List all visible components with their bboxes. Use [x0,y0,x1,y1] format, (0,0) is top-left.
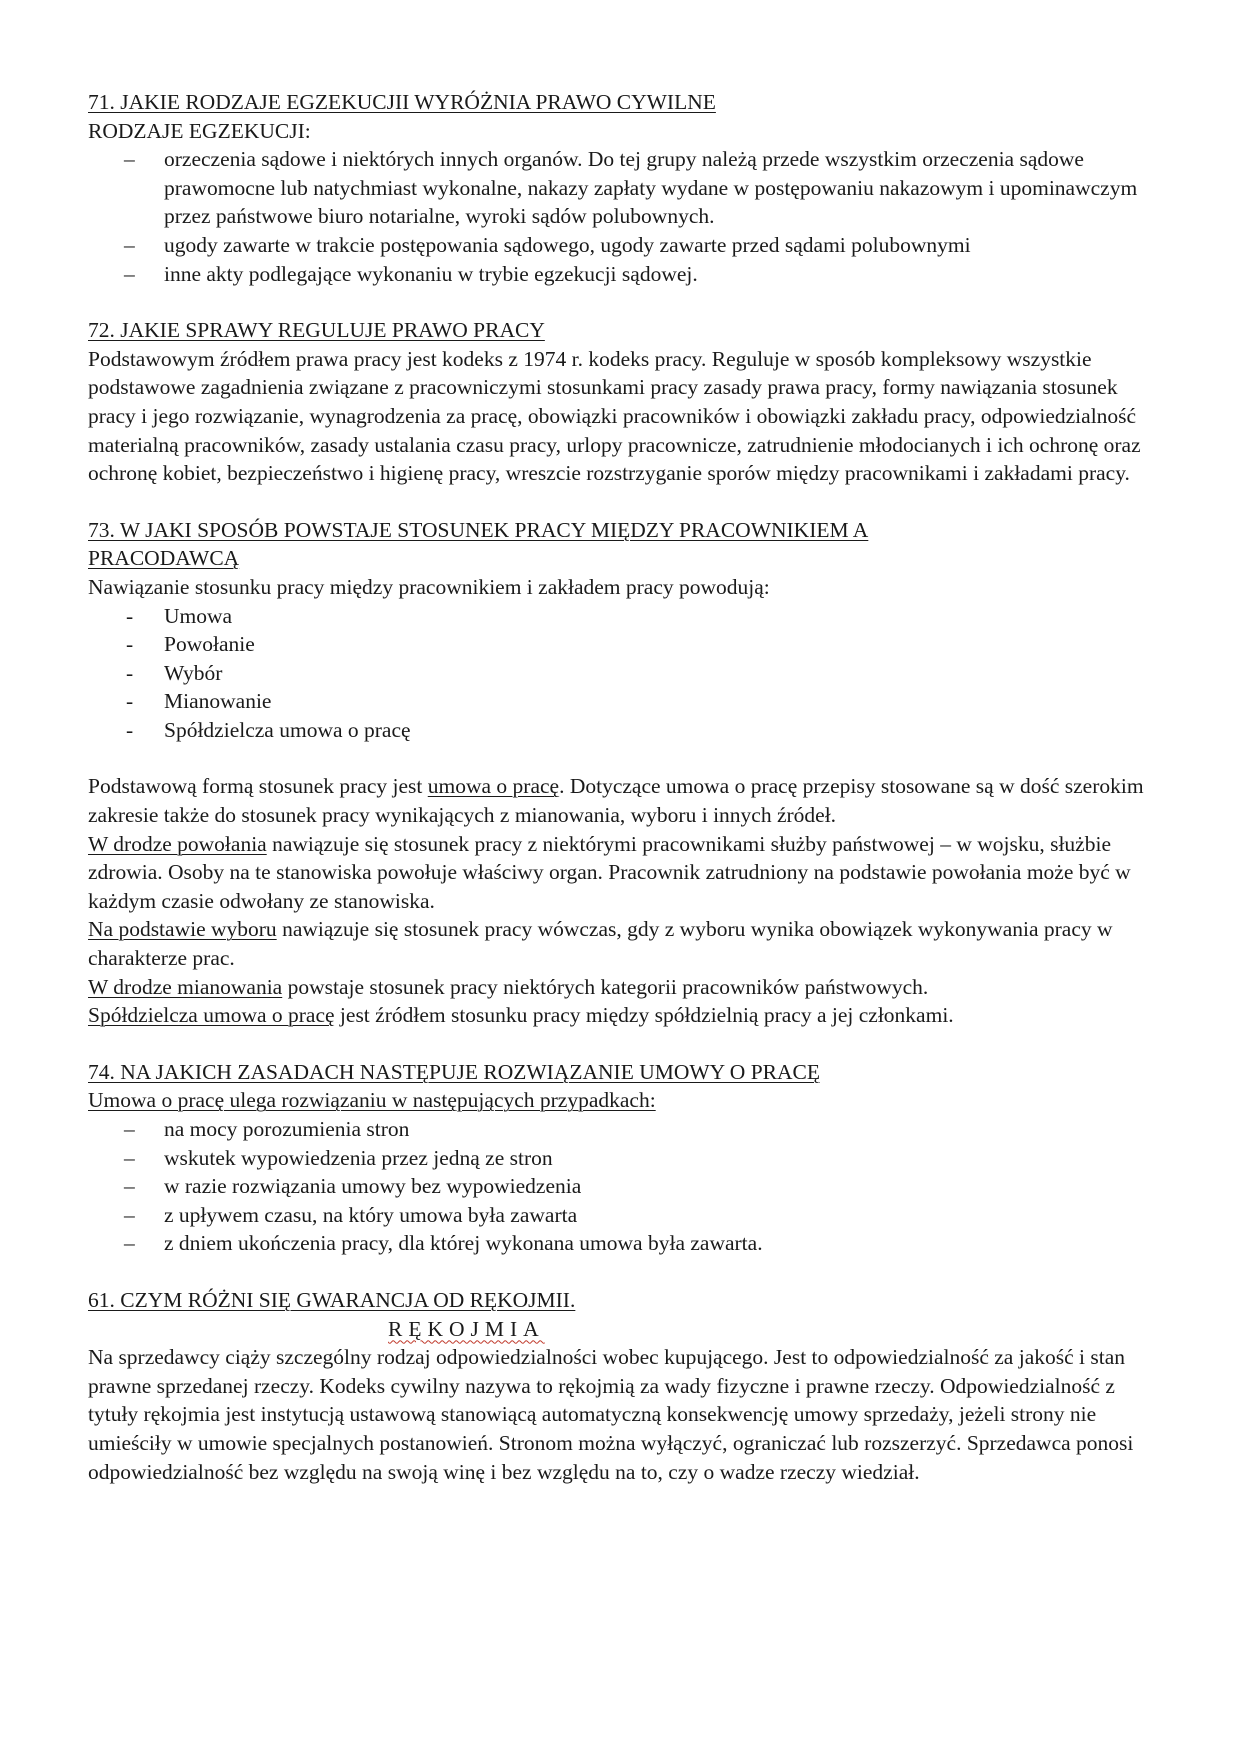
hyphen-bullet: - [126,632,134,657]
list-74 [88,1115,1168,1258]
dash-bullet: – [124,1202,135,1227]
paragraph-wybor: Na podstawie wyboru nawiązuje się stosunek pracy wówczas, gdy z wyboru wynika obowiązek wykonywania pracy w charakterze prac. [88,917,1113,971]
heading-rekojmia: RĘKOJMIA [388,1316,545,1341]
section-72 [88,316,1168,488]
spacer [88,744,1168,772]
paragraph-spoldzielcza: Spółdzielcza umowa o pracę jest źródłem stosunku pracy między spółdzielnią pracy a jej członkami. [88,1003,954,1028]
list-item: - Spółdzielcza umowa o pracę [88,716,1168,745]
hyphen-bullet: - [126,717,134,742]
section-body-72: Podstawowym źródłem prawa pracy jest kodeks z 1974 r. kodeks pracy. Reguluje w sposób kompleksowy wszystkie podstawowe zagadnienia związane z pracowniczymi stosunkami pracy zasady prawa pracy, formy nawiązania stosunek pracy i jego rozwiązanie, wynagrodzenia za pracę, obowiązki pracowników i obowiązki zakładu pracy, odpowiedzialność materialną pracowników, zasady ustalania czasu pracy, urlopy pracownicze, zatrudnienie młodocianych i ich ochronę oraz ochronę kobiet, bezpieczeństwo i higienę pracy, wreszcie rozstrzyganie sporów między pracownikami i zakładami pracy. [88,346,1141,486]
document-page [88,88,1168,1514]
paragraph-umowa: Podstawową formą stosunek pracy jest umowa o pracę. Dotyczące umowa o pracę przepisy stosowane są w dość szerokim zakresie także do stosunek pracy wynikających z mianowania, wyboru i innych źródeł. [88,774,1144,828]
section-subtitle-71: RODZAJE EGZEKUCJI: [88,118,311,143]
question-title-72: 72. JAKIE SPRAWY REGULUJE PRAWO PRACY [88,318,545,343]
hyphen-bullet: - [126,689,134,714]
question-title-71: 71. JAKIE RODZAJE EGZEKUCJII WYRÓŻNIA PRAWO CYWILNE [88,90,716,114]
list-item: – z dniem ukończenia pracy, dla której wykonana umowa była zawarta. [88,1229,1168,1258]
dash-bullet: – [124,1145,135,1170]
list-71 [88,145,1168,288]
section-73 [88,516,1168,1030]
list-item: - Mianowanie [88,687,1168,716]
list-item: – orzeczenia sądowe i niektórych innych organów. Do tej grupy należą przede wszystkim orzeczenia sądowe prawomocne lub natychmiast wykonalne, nakazy zapłaty wydane w postępowaniu nakazowym i upominawczym przez państwowe biuro notarialne, wyroki sądów polubownych. [124,147,1138,229]
dash-bullet: – [124,232,135,257]
paragraph-powolanie: W drodze powołania nawiązuje się stosunek pracy z niektórymi pracownikami służby państwowej – w wojsku, służbie zdrowia. Osoby na te stanowiska powołuje właściwy organ. Pracownik zatrudniony na podstawie powołania może być w każdym czasie odwołany ze stanowiska. [88,831,1131,913]
question-title-74: 74. NA JAKICH ZASADACH NASTĘPUJE ROZWIĄZANIE UMOWY O PRACĘ [88,1059,820,1084]
question-title-73: 73. W JAKI SPOSÓB POWSTAJE STOSUNEK PRACY MIĘDZY PRACOWNIKIEM A PRACODAWCĄ [88,517,869,571]
dash-bullet: – [124,1231,135,1256]
dash-bullet: – [124,261,135,286]
list-item: – wskutek wypowiedzenia przez jedną ze stron [88,1144,1168,1173]
section-intro-73: Nawiązanie stosunku pracy między pracownikiem i zakładem pracy powodują: [88,574,770,599]
list-item: – na mocy porozumienia stron [88,1115,1168,1144]
question-title-61: 61. CZYM RÓŻNI SIĘ GWARANCJA OD RĘKOJMII. [88,1287,576,1312]
hyphen-bullet: - [126,660,134,685]
list-item: - Wybór [88,659,1168,688]
list-item: – z upływem czasu, na który umowa była zawarta [88,1201,1168,1230]
section-61 [88,1286,1168,1486]
hyphen-bullet: - [126,603,134,628]
dash-bullet: – [124,1117,135,1141]
list-item: - Powołanie [88,630,1168,659]
section-71 [88,88,1168,288]
list-item: – w razie rozwiązania umowy bez wypowiedzenia [88,1172,1168,1201]
section-74 [88,1058,1168,1258]
section-subtitle-74: Umowa o pracę ulega rozwiązaniu w następujących przypadkach: [88,1088,656,1113]
list-73 [88,602,1168,745]
section-body-61: Na sprzedawcy ciąży szczególny rodzaj odpowiedzialności wobec kupującego. Jest to odpowiedzialność za jakość i stan prawne sprzedanej rzeczy. Kodeks cywilny nazywa to rękojmią za wady fizyczne i prawne rzeczy. Odpowiedzialność z tytuły rękojmia jest instytucją ustawową stanowiącą automatyczną konsekwencję umowy sprzedaży, jeżeli strony nie umieściły w umowie specjalnych postanowień. Stronom można wyłączyć, ograniczać lub rozszerzyć. Sprzedawca ponosi odpowiedzialność bez względu na swoją winę i bez względu na to, czy o wadze rzeczy wiedział. [88,1345,1134,1484]
paragraph-mianowanie: W drodze mianowania powstaje stosunek pracy niektórych kategorii pracowników państwowych. [88,974,929,999]
dash-bullet: – [124,1174,135,1199]
dash-bullet: – [124,147,135,172]
list-item: - Umowa [88,602,1168,631]
list-item: – inne akty podlegające wykonaniu w trybie egzekucji sądowej. [88,260,1168,289]
list-item: – ugody zawarte w trakcie postępowania sądowego, ugody zawarte przed sądami polubownymi [88,231,1168,260]
